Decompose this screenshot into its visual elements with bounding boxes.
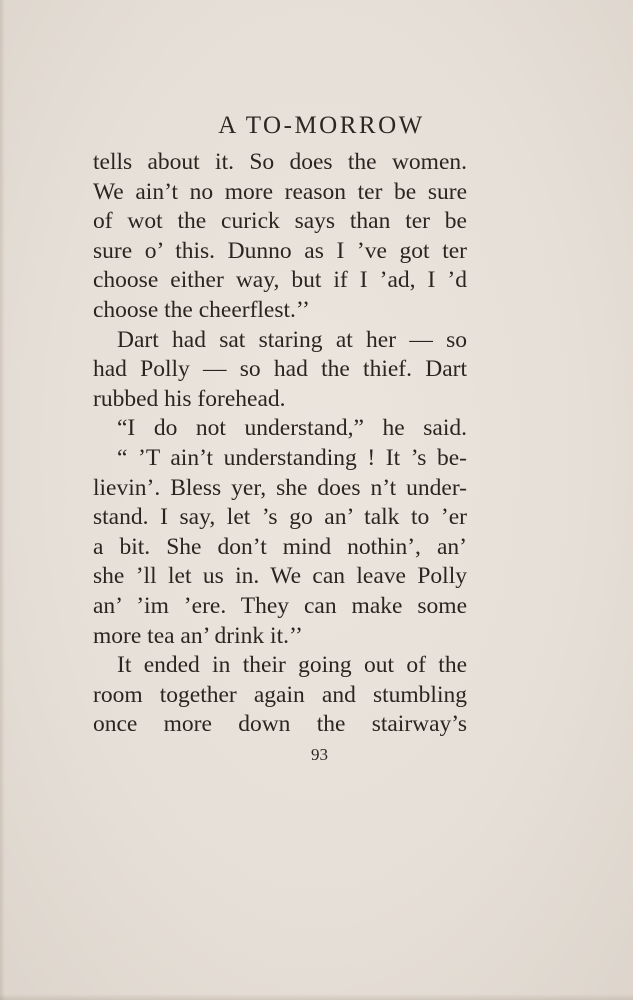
- page-left-edge-shadow: [0, 0, 5, 1000]
- text-line: sure o’ this. Dunno as I ’ve got ter: [93, 237, 467, 264]
- text-line: “I do not understand,” he said.: [117, 415, 467, 442]
- text-line: tells about it. So does the women.: [93, 149, 467, 175]
- text-line: stand. I say, let ’s go an’ talk to ’er: [93, 504, 467, 531]
- page-bottom-edge-shadow: [0, 994, 633, 1000]
- text-line: an’ ’im ’ere. They can make some: [93, 592, 467, 619]
- body-text: [93, 148, 467, 740]
- running-head: A TO-MORROW: [218, 112, 425, 139]
- text-line: rubbed his forehead.: [93, 385, 286, 412]
- text-line: of wot the curick says than ter be: [93, 208, 467, 235]
- text-line: choose the cheerflest.’’: [93, 296, 310, 323]
- text-line: “ ’T ain’t understanding ! It ’s be-: [117, 444, 467, 471]
- text-line: We ain’t no more reason ter be sure: [93, 178, 467, 205]
- text-line: Dart had sat staring at her — so: [117, 326, 467, 353]
- text-line: lievin’. Bless yer, she does n’t under-: [93, 474, 467, 501]
- text-line: she ’ll let us in. We can leave Polly: [93, 563, 467, 590]
- text-line: a bit. She don’t mind nothin’, an’: [93, 533, 467, 560]
- text-line: room together again and stumbling: [93, 681, 467, 708]
- text-line: more tea an’ drink it.’’: [93, 622, 303, 649]
- text-line: once more down the stairway’s: [93, 711, 467, 738]
- page-number: 93: [311, 745, 328, 764]
- text-line: It ended in their going out of the: [117, 652, 467, 679]
- text-line: had Polly — so had the thief. Dart: [93, 356, 467, 383]
- text-line: choose either way, but if I ’ad, I ’d: [93, 267, 467, 294]
